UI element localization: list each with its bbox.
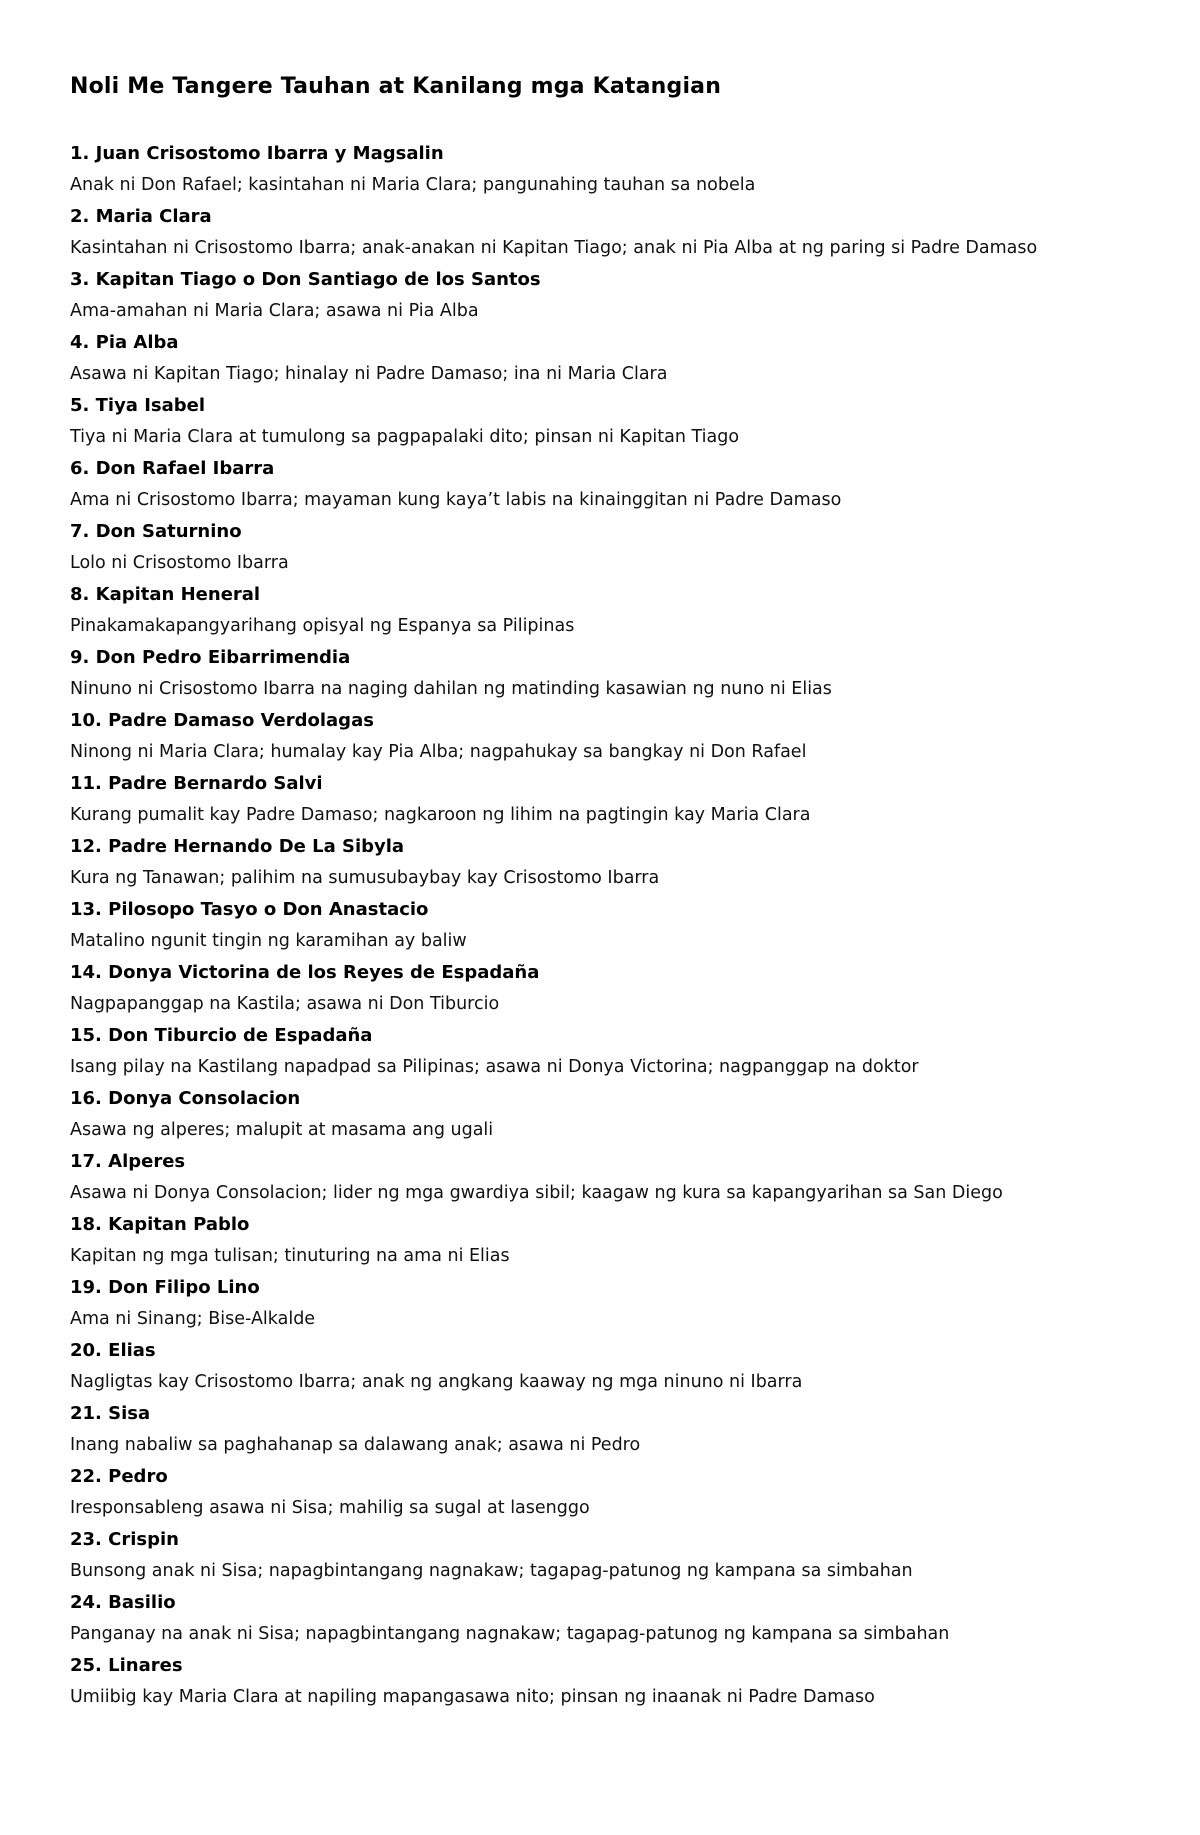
character-name: 21. Sisa (70, 1403, 151, 1424)
character-description: Nagpapanggap na Kastila; asawa ni Don Tiburcio (70, 994, 500, 1014)
character-description: Inang nabaliw sa paghahanap sa dalawang anak; asawa ni Pedro (70, 1435, 641, 1455)
character-name: 2. Maria Clara (70, 206, 212, 227)
character-name: 5. Tiya Isabel (70, 395, 206, 416)
character-entry (70, 1272, 1150, 1335)
character-description: Asawa ni Kapitan Tiago; hinalay ni Padre Damaso; ina ni Maria Clara (70, 364, 668, 384)
character-description: Lolo ni Crisostomo Ibarra (70, 553, 289, 573)
character-name: 16. Donya Consolacion (70, 1088, 301, 1109)
character-name: 24. Basilio (70, 1592, 176, 1613)
character-entry (70, 1524, 1150, 1587)
character-entry (70, 390, 1150, 453)
character-name: 22. Pedro (70, 1466, 168, 1487)
character-entry (70, 201, 1150, 264)
character-entry (70, 1020, 1150, 1083)
character-name: 1. Juan Crisostomo Ibarra y Magsalin (70, 143, 444, 164)
character-description: Kura ng Tanawan; palihim na sumusubaybay kay Crisostomo Ibarra (70, 868, 660, 888)
character-description: Ama ni Crisostomo Ibarra; mayaman kung kaya’t labis na kinainggitan ni Padre Damaso (70, 490, 842, 510)
character-name: 6. Don Rafael Ibarra (70, 458, 275, 479)
character-description: Tiya ni Maria Clara at tumulong sa pagpapalaki dito; pinsan ni Kapitan Tiago (70, 427, 740, 447)
character-description: Ama ni Sinang; Bise-Alkalde (70, 1309, 316, 1329)
character-description: Ama-amahan ni Maria Clara; asawa ni Pia Alba (70, 301, 479, 321)
character-entry (70, 768, 1150, 831)
character-name: 11. Padre Bernardo Salvi (70, 773, 323, 794)
character-entry (70, 264, 1150, 327)
character-description: Asawa ng alperes; malupit at masama ang ugali (70, 1120, 494, 1140)
character-description: Isang pilay na Kastilang napadpad sa Pilipinas; asawa ni Donya Victorina; nagpanggap na doktor (70, 1057, 919, 1077)
character-name: 4. Pia Alba (70, 332, 179, 353)
character-description: Anak ni Don Rafael; kasintahan ni Maria Clara; pangunahing tauhan sa nobela (70, 175, 756, 195)
character-entry (70, 831, 1150, 894)
character-description: Kapitan ng mga tulisan; tinuturing na ama ni Elias (70, 1246, 510, 1266)
character-description: Kasintahan ni Crisostomo Ibarra; anak-anakan ni Kapitan Tiago; anak ni Pia Alba at ng paring si Padre Damaso (70, 238, 1038, 258)
character-name: 23. Crispin (70, 1529, 179, 1550)
character-name: 7. Don Saturnino (70, 521, 242, 542)
character-name: 18. Kapitan Pablo (70, 1214, 250, 1235)
character-description: Panganay na anak ni Sisa; napagbintangang nagnakaw; tagapag-patunog ng kampana sa simbahan (70, 1624, 950, 1644)
character-description: Matalino ngunit tingin ng karamihan ay baliw (70, 931, 467, 951)
character-name: 12. Padre Hernando De La Sibyla (70, 836, 405, 857)
character-entry (70, 516, 1150, 579)
character-entry (70, 1398, 1150, 1461)
character-description: Pinakamakapangyarihang opisyal ng Espanya sa Pilipinas (70, 616, 575, 636)
character-entry (70, 1461, 1150, 1524)
character-entry (70, 705, 1150, 768)
character-description: Asawa ni Donya Consolacion; lider ng mga gwardiya sibil; kaagaw ng kura sa kapangyarihan sa San Diego (70, 1183, 1003, 1203)
document-title: Noli Me Tangere Tauhan at Kanilang mga Katangian (70, 74, 722, 99)
character-entry (70, 894, 1150, 957)
character-description: Umiibig kay Maria Clara at napiling mapangasawa nito; pinsan ng inaanak ni Padre Damaso (70, 1687, 875, 1707)
character-name: 8. Kapitan Heneral (70, 584, 261, 605)
character-description: Bunsong anak ni Sisa; napagbintangang nagnakaw; tagapag-patunog ng kampana sa simbahan (70, 1561, 913, 1581)
character-name: 14. Donya Victorina de los Reyes de Espadaña (70, 962, 540, 983)
character-description: Ninuno ni Crisostomo Ibarra na naging dahilan ng matinding kasawian ng nuno ni Elias (70, 679, 832, 699)
character-list (70, 138, 1150, 1713)
character-entry (70, 1083, 1150, 1146)
character-entry (70, 957, 1150, 1020)
character-name: 13. Pilosopo Tasyo o Don Anastacio (70, 899, 429, 920)
character-description: Nagligtas kay Crisostomo Ibarra; anak ng angkang kaaway ng mga ninuno ni Ibarra (70, 1372, 803, 1392)
character-entry (70, 453, 1150, 516)
character-name: 17. Alperes (70, 1151, 186, 1172)
character-entry (70, 1335, 1150, 1398)
character-entry (70, 138, 1150, 201)
character-entry (70, 642, 1150, 705)
document-page (70, 70, 1150, 1713)
character-description: Iresponsableng asawa ni Sisa; mahilig sa sugal at lasenggo (70, 1498, 590, 1518)
character-name: 9. Don Pedro Eibarrimendia (70, 647, 351, 668)
character-name: 20. Elias (70, 1340, 156, 1361)
character-entry (70, 327, 1150, 390)
character-name: 25. Linares (70, 1655, 183, 1676)
character-name: 10. Padre Damaso Verdolagas (70, 710, 374, 731)
character-entry (70, 1650, 1150, 1713)
character-name: 3. Kapitan Tiago o Don Santiago de los Santos (70, 269, 541, 290)
character-entry (70, 1146, 1150, 1209)
character-entry (70, 1209, 1150, 1272)
character-description: Kurang pumalit kay Padre Damaso; nagkaroon ng lihim na pagtingin kay Maria Clara (70, 805, 811, 825)
character-entry (70, 579, 1150, 642)
character-name: 19. Don Filipo Lino (70, 1277, 260, 1298)
character-name: 15. Don Tiburcio de Espadaña (70, 1025, 373, 1046)
character-entry (70, 1587, 1150, 1650)
character-description: Ninong ni Maria Clara; humalay kay Pia Alba; nagpahukay sa bangkay ni Don Rafael (70, 742, 807, 762)
